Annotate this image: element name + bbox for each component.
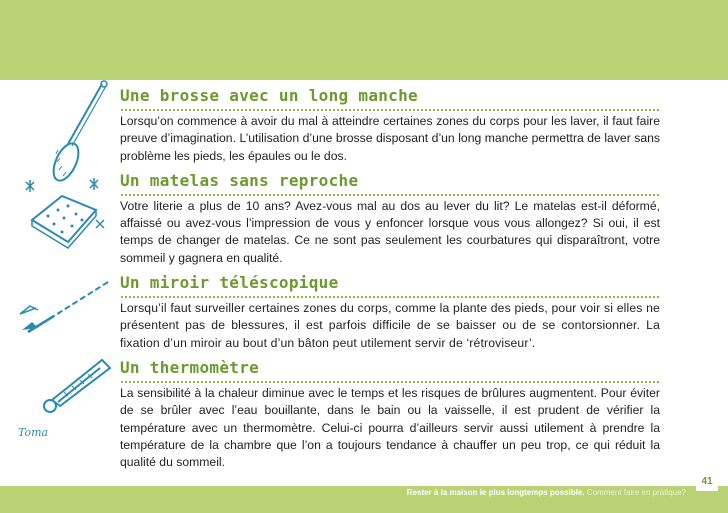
section-body: Lorsqu’on commence à avoir du mal à atteindre certaines zones du corps pour les laver, il faut faire preuve d’imagination. L’utilisation d’une brosse disposant d’un long manche permettra de laver sans problème les pieds, les épaules ou le dos. <box>120 114 660 163</box>
section-title: Une brosse avec un long manche <box>120 86 418 105</box>
footer-title: Rester à la maison le plus longtemps possible. <box>406 488 585 497</box>
section-title: Un miroir téléscopique <box>120 273 339 293</box>
section-mirror <box>120 273 660 352</box>
section-title: Un thermomètre <box>120 357 260 377</box>
content-column <box>120 86 660 477</box>
page-number: 41 <box>696 473 718 491</box>
section-brush <box>120 86 660 165</box>
section-title: Un matelas sans reproche <box>120 170 359 190</box>
thermometer-icon <box>38 356 114 416</box>
telescopic-mirror-icon <box>18 278 113 338</box>
illustrator-signature: Toma <box>18 426 49 439</box>
section-mattress <box>120 171 660 267</box>
footer-running-title <box>407 488 686 497</box>
footer-subtitle: Comment faire en pratique? <box>586 488 686 497</box>
section-body: Lorsqu’il faut surveiller certaines zones du corps, comme la plante des pieds, pour voir si elles ne présentent pas de blessures, il est parfois difficile de se baisser ou de se contorsionner. La fixation d’un miroir au bout d’un bâton peut utilement servir de ‘rétroviseur’. <box>120 301 660 350</box>
mattress-icon <box>18 176 108 256</box>
section-thermometer <box>120 358 660 471</box>
dotted-divider <box>120 193 660 197</box>
section-body: La sensibilité à la chaleur diminue avec le temps et les risques de brûlures augmentent. Pour éviter de se brûler avec l’eau bouillante, dans le bain ou la vaisselle, il est prudent de vérifier la température avec un thermomètre. Celui-ci pourra d’ailleurs servir aussi utilement à prendre la température de la chambre que l’on a toujours tendance à chauffer un peu trop, ce qui réduit la qualité du sommeil. <box>120 385 660 470</box>
section-body: Votre literie a plus de 10 ans? Avez-vous mal au dos au lever du lit? Le matelas est-il déformé, affaissé ou avez-vous l’impression de vous y enfoncer lorsque vous vous allongez? Si oui, il est temps de changer de matelas. Ce ne sont pas seulement les courbatures qui disparaîtront, votre sommeil y gagnera en qualité. <box>120 198 660 265</box>
dotted-divider <box>120 108 660 112</box>
dotted-divider <box>120 380 660 384</box>
long-brush-icon <box>40 78 112 188</box>
dotted-divider <box>120 295 660 299</box>
